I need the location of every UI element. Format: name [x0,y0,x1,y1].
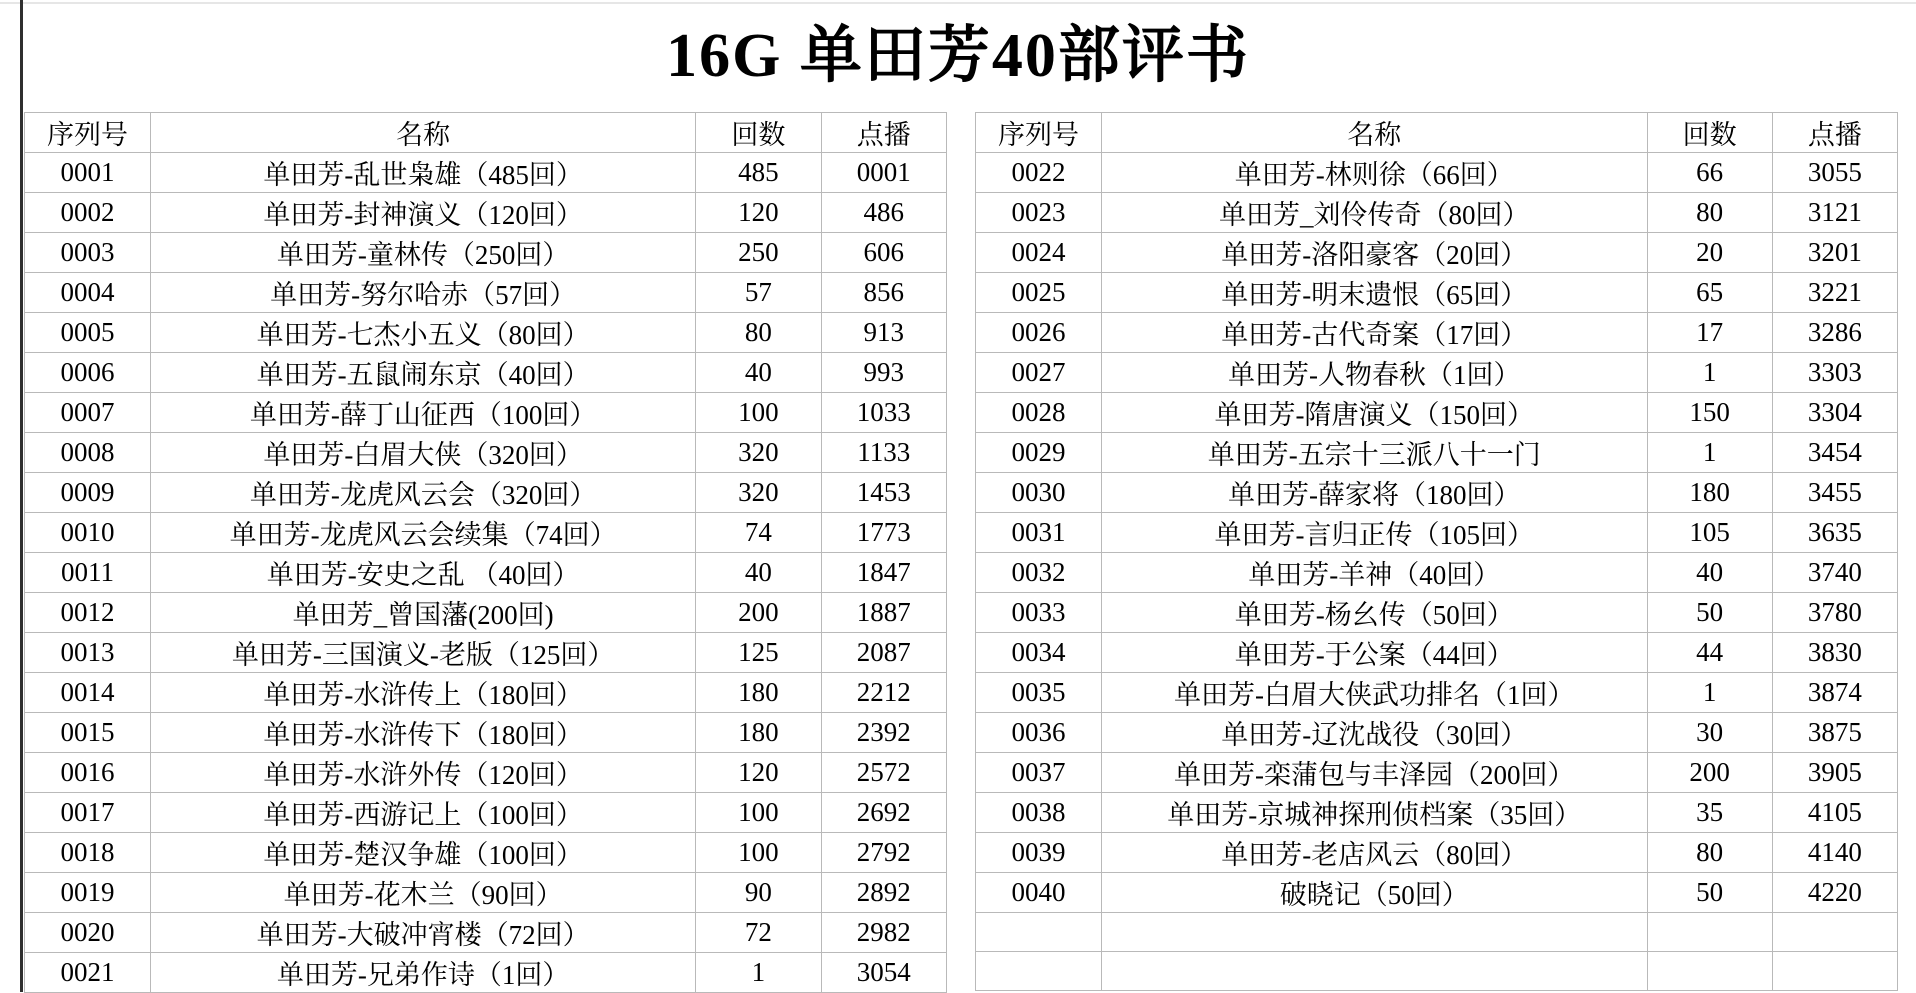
table-row[interactable] [976,432,1898,472]
cell-play: 2792 [821,832,946,872]
cell-name: 单田芳-龙虎风云会（320回） [151,472,696,512]
cell-count: 44 [1647,632,1772,672]
table-row[interactable] [976,712,1898,752]
cell-play: 3304 [1772,392,1897,432]
table-row[interactable] [976,792,1898,832]
cell-count: 20 [1647,232,1772,272]
cell-play: 3780 [1772,592,1897,632]
table-row[interactable] [25,952,947,992]
cell-empty [1772,912,1897,951]
cell-play: 606 [821,232,946,272]
cell-count: 1 [696,952,821,992]
table-row[interactable] [976,632,1898,672]
cell-seq: 0011 [25,552,151,592]
table-row[interactable] [25,712,947,752]
cell-count: 50 [1647,592,1772,632]
cell-play: 1453 [821,472,946,512]
cell-name: 单田芳-水浒传下（180回） [151,712,696,752]
cell-play: 2982 [821,912,946,952]
cell-seq: 0035 [976,672,1102,712]
cell-play: 3635 [1772,512,1897,552]
table-row[interactable] [976,672,1898,712]
cell-seq: 0022 [976,152,1102,192]
column-header-seq: 序列号 [25,112,151,152]
cell-name: 单田芳-薛家将（180回） [1101,472,1647,512]
cell-play: 3740 [1772,552,1897,592]
cell-seq: 0001 [25,152,151,192]
cell-name: 单田芳-辽沈战役（30回） [1101,712,1647,752]
cell-count: 120 [696,192,821,232]
cell-seq: 0015 [25,712,151,752]
cell-name: 单田芳-花木兰（90回） [151,872,696,912]
table-row[interactable] [25,752,947,792]
cell-play: 3286 [1772,312,1897,352]
cell-play: 2572 [821,752,946,792]
cell-seq: 0016 [25,752,151,792]
right-table-body [976,152,1898,990]
cell-name: 单田芳_曾国藩(200回) [151,592,696,632]
cell-count: 105 [1647,512,1772,552]
top-divider [0,2,1916,4]
left-listing-table [24,112,947,993]
cell-count: 180 [696,712,821,752]
cell-name: 单田芳-水浒外传（120回） [151,752,696,792]
table-row[interactable] [25,232,947,272]
cell-seq: 0039 [976,832,1102,872]
page-title: 16G 单田芳40部评书 [666,22,1250,90]
table-row[interactable] [25,352,947,392]
cell-seq: 0032 [976,552,1102,592]
left-table-body [25,152,947,992]
cell-seq: 0007 [25,392,151,432]
cell-play: 3303 [1772,352,1897,392]
cell-name: 单田芳-安史之乱 （40回） [151,552,696,592]
cell-count: 40 [696,552,821,592]
cell-seq: 0017 [25,792,151,832]
cell-name: 单田芳-西游记上（100回） [151,792,696,832]
cell-seq: 0012 [25,592,151,632]
cell-play: 1773 [821,512,946,552]
cell-seq: 0014 [25,672,151,712]
cell-name: 单田芳-兄弟作诗（1回） [151,952,696,992]
column-header-play: 点播 [821,112,946,152]
tables-container [18,112,1898,993]
cell-name: 单田芳-羊神（40回） [1101,552,1647,592]
cell-name: 单田芳-人物春秋（1回） [1101,352,1647,392]
cell-name: 单田芳-乱世枭雄（485回） [151,152,696,192]
cell-count: 200 [1647,752,1772,792]
cell-name: 单田芳-古代奇案（17回） [1101,312,1647,352]
cell-play: 3455 [1772,472,1897,512]
cell-seq: 0019 [25,872,151,912]
cell-count: 1 [1647,672,1772,712]
cell-count: 57 [696,272,821,312]
cell-name: 单田芳-洛阳豪客（20回） [1101,232,1647,272]
table-row[interactable] [25,672,947,712]
cell-seq: 0040 [976,872,1102,912]
cell-play: 2692 [821,792,946,832]
table-row[interactable] [25,552,947,592]
cell-count: 40 [1647,552,1772,592]
cell-name: 单田芳-于公案（44回） [1101,632,1647,672]
cell-seq: 0025 [976,272,1102,312]
cell-play: 4105 [1772,792,1897,832]
table-row[interactable] [976,352,1898,392]
table-row[interactable] [25,792,947,832]
table-row[interactable] [976,272,1898,312]
cell-name: 单田芳-五宗十三派八十一门 [1101,432,1647,472]
cell-seq: 0034 [976,632,1102,672]
cell-play: 3874 [1772,672,1897,712]
column-header-count: 回数 [1647,112,1772,152]
table-row-empty [976,912,1898,951]
cell-count: 72 [696,912,821,952]
cell-seq: 0030 [976,472,1102,512]
cell-name: 单田芳-水浒传上（180回） [151,672,696,712]
cell-name: 单田芳-栾蒲包与丰泽园（200回） [1101,752,1647,792]
cell-count: 90 [696,872,821,912]
cell-count: 66 [1647,152,1772,192]
cell-count: 65 [1647,272,1772,312]
cell-name: 单田芳-白眉大侠（320回） [151,432,696,472]
cell-name: 单田芳-薛丁山征西（100回） [151,392,696,432]
cell-count: 100 [696,792,821,832]
cell-empty [976,951,1102,990]
cell-empty [1647,951,1772,990]
cell-play: 1887 [821,592,946,632]
cell-seq: 0009 [25,472,151,512]
cell-name: 单田芳_刘伶传奇（80回） [1101,192,1647,232]
cell-empty [1101,951,1647,990]
cell-count: 200 [696,592,821,632]
table-row[interactable] [25,312,947,352]
cell-play: 4220 [1772,872,1897,912]
table-row[interactable] [976,872,1898,912]
cell-seq: 0026 [976,312,1102,352]
cell-seq: 0024 [976,232,1102,272]
cell-seq: 0023 [976,192,1102,232]
cell-play: 2892 [821,872,946,912]
cell-count: 180 [696,672,821,712]
cell-seq: 0003 [25,232,151,272]
cell-seq: 0029 [976,432,1102,472]
cell-count: 180 [1647,472,1772,512]
cell-count: 485 [696,152,821,192]
cell-seq: 0020 [25,912,151,952]
cell-empty [1772,951,1897,990]
cell-seq: 0013 [25,632,151,672]
cell-play: 3875 [1772,712,1897,752]
cell-play: 1033 [821,392,946,432]
cell-seq: 0036 [976,712,1102,752]
column-header-seq: 序列号 [976,112,1102,152]
cell-play: 2392 [821,712,946,752]
cell-name: 单田芳-七杰小五义（80回） [151,312,696,352]
cell-name: 单田芳-林则徐（66回） [1101,152,1647,192]
column-header-play: 点播 [1772,112,1897,152]
cell-empty [976,912,1102,951]
cell-seq: 0028 [976,392,1102,432]
cell-name: 单田芳-五鼠闹东京（40回） [151,352,696,392]
cell-count: 74 [696,512,821,552]
table-row[interactable] [976,392,1898,432]
cell-play: 0001 [821,152,946,192]
cell-name: 单田芳-言归正传（105回） [1101,512,1647,552]
cell-name: 单田芳-隋唐演义（150回） [1101,392,1647,432]
cell-count: 30 [1647,712,1772,752]
cell-seq: 0038 [976,792,1102,832]
cell-play: 2087 [821,632,946,672]
table-row[interactable] [25,432,947,472]
table-row[interactable] [25,272,947,312]
column-header-name: 名称 [1101,112,1647,152]
cell-play: 856 [821,272,946,312]
cell-name: 单田芳-大破冲宵楼（72回） [151,912,696,952]
table-row[interactable] [976,552,1898,592]
cell-count: 100 [696,392,821,432]
cell-count: 50 [1647,872,1772,912]
cell-play: 3905 [1772,752,1897,792]
table-row[interactable] [976,152,1898,192]
cell-count: 35 [1647,792,1772,832]
table-row[interactable] [976,312,1898,352]
cell-name: 单田芳-楚汉争雄（100回） [151,832,696,872]
cell-name: 单田芳-龙虎风云会续集（74回） [151,512,696,552]
cell-play: 486 [821,192,946,232]
table-row[interactable] [976,472,1898,512]
cell-play: 913 [821,312,946,352]
cell-play: 3121 [1772,192,1897,232]
cell-play: 3454 [1772,432,1897,472]
right-listing-table [975,112,1898,991]
cell-count: 17 [1647,312,1772,352]
cell-seq: 0027 [976,352,1102,392]
table-row[interactable] [976,192,1898,232]
cell-count: 320 [696,432,821,472]
table-row[interactable] [976,232,1898,272]
cell-seq: 0006 [25,352,151,392]
column-header-name: 名称 [151,112,696,152]
cell-name: 单田芳-明末遗恨（65回） [1101,272,1647,312]
table-row[interactable] [25,512,947,552]
cell-play: 1133 [821,432,946,472]
cell-seq: 0031 [976,512,1102,552]
table-row[interactable] [25,392,947,432]
cell-count: 150 [1647,392,1772,432]
cell-count: 80 [1647,832,1772,872]
table-header-row [25,112,947,152]
cell-count: 250 [696,232,821,272]
table-row[interactable] [976,752,1898,792]
cell-name: 单田芳-老店风云（80回） [1101,832,1647,872]
cell-play: 3201 [1772,232,1897,272]
cell-count: 125 [696,632,821,672]
cell-play: 1847 [821,552,946,592]
cell-play: 3830 [1772,632,1897,672]
table-header-row [976,112,1898,152]
cell-seq: 0005 [25,312,151,352]
cell-seq: 0004 [25,272,151,312]
cell-play: 3221 [1772,272,1897,312]
cell-count: 120 [696,752,821,792]
cell-play: 993 [821,352,946,392]
cell-count: 1 [1647,432,1772,472]
table-row[interactable] [25,872,947,912]
cell-name: 单田芳-努尔哈赤（57回） [151,272,696,312]
table-row[interactable] [976,592,1898,632]
cell-play: 3054 [821,952,946,992]
cell-seq: 0021 [25,952,151,992]
table-row[interactable] [25,632,947,672]
cell-count: 1 [1647,352,1772,392]
cell-count: 80 [1647,192,1772,232]
table-row[interactable] [25,832,947,872]
cell-name: 单田芳-白眉大侠武功排名（1回） [1101,672,1647,712]
table-row[interactable] [25,152,947,192]
cell-play: 4140 [1772,832,1897,872]
cell-seq: 0010 [25,512,151,552]
table-row[interactable] [976,832,1898,872]
cell-seq: 0037 [976,752,1102,792]
cell-name: 单田芳-童林传（250回） [151,232,696,272]
cell-count: 40 [696,352,821,392]
cell-seq: 0033 [976,592,1102,632]
left-margin-rule [20,0,23,992]
cell-empty [1647,912,1772,951]
cell-count: 320 [696,472,821,512]
cell-play: 3055 [1772,152,1897,192]
cell-name: 单田芳-杨幺传（50回） [1101,592,1647,632]
cell-play: 2212 [821,672,946,712]
table-row[interactable] [25,192,947,232]
table-row-empty [976,951,1898,990]
cell-count: 80 [696,312,821,352]
table-row[interactable] [25,912,947,952]
cell-name: 单田芳-京城神探刑侦档案（35回） [1101,792,1647,832]
cell-seq: 0002 [25,192,151,232]
cell-seq: 0018 [25,832,151,872]
cell-name: 单田芳-三国演义-老版（125回） [151,632,696,672]
table-row[interactable] [25,592,947,632]
table-row[interactable] [976,512,1898,552]
table-row[interactable] [25,472,947,512]
cell-name: 单田芳-封神演义（120回） [151,192,696,232]
cell-empty [1101,912,1647,951]
cell-seq: 0008 [25,432,151,472]
cell-name: 破晓记（50回） [1101,872,1647,912]
column-header-count: 回数 [696,112,821,152]
cell-count: 100 [696,832,821,872]
